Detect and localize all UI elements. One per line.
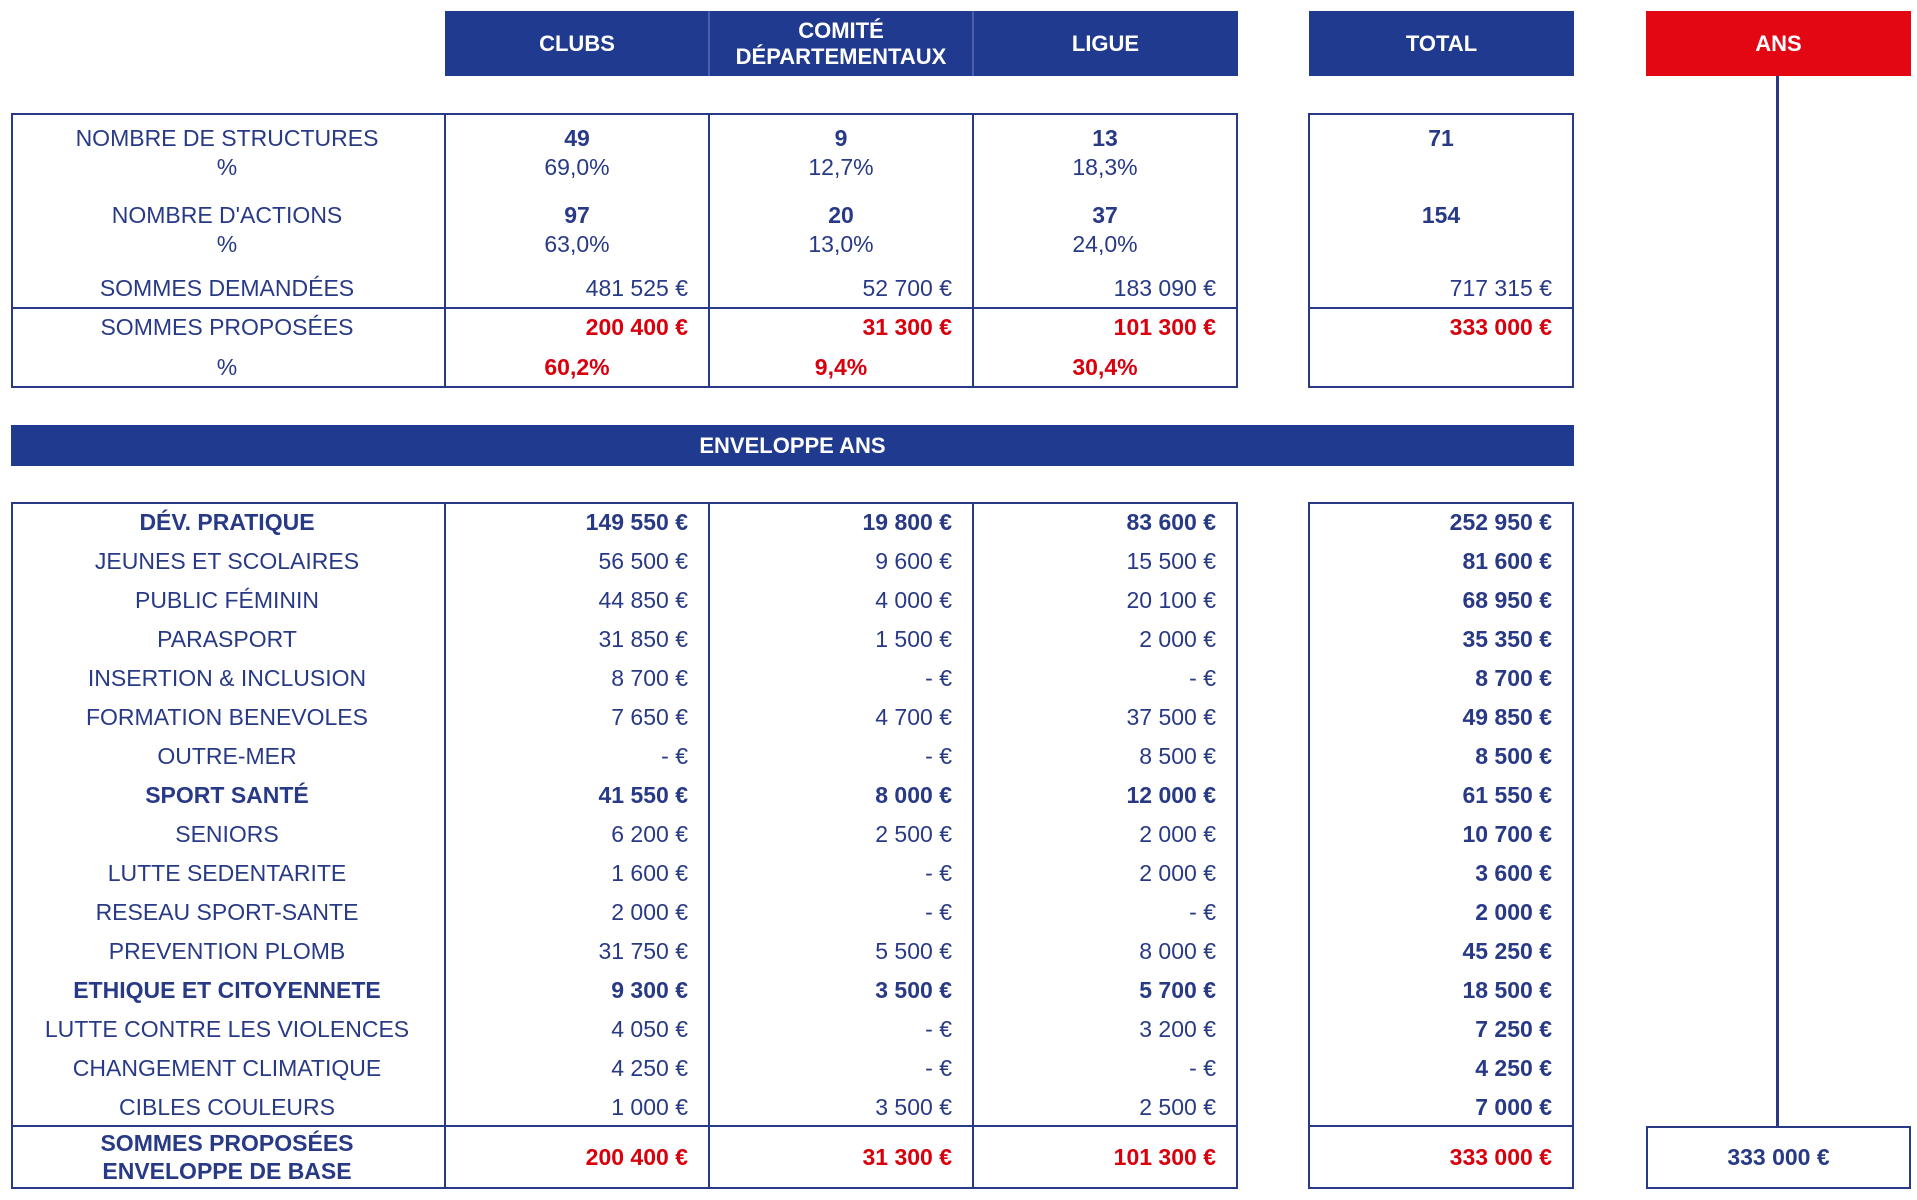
row-total: 49 850 € bbox=[1462, 704, 1552, 730]
row-clubs: 31 850 € bbox=[598, 626, 688, 652]
row-total: 3 600 € bbox=[1475, 860, 1552, 886]
row-label: JEUNES ET SCOLAIRES bbox=[94, 548, 360, 574]
row-comite: - € bbox=[925, 1055, 952, 1081]
enveloppe-banner: ENVELOPPE ANS bbox=[11, 425, 1574, 466]
row-total: 8 700 € bbox=[1475, 665, 1552, 691]
header-comite-line2: DÉPARTEMENTAUX bbox=[735, 43, 947, 69]
row-clubs: 44 850 € bbox=[598, 587, 688, 613]
row-ligue: 2 500 € bbox=[1139, 1094, 1216, 1120]
header-divider bbox=[708, 11, 710, 76]
row-clubs: 8 700 € bbox=[611, 665, 688, 691]
row-total: 10 700 € bbox=[1462, 821, 1552, 847]
row-clubs: 9 300 € bbox=[611, 977, 688, 1003]
summary-total-box bbox=[1308, 113, 1574, 388]
row-clubs: 7 650 € bbox=[611, 704, 688, 730]
label-actions: NOMBRE D'ACTIONS bbox=[111, 202, 343, 228]
col-divider bbox=[708, 113, 710, 388]
col-divider bbox=[444, 113, 446, 388]
row-label: PUBLIC FÉMININ bbox=[134, 587, 320, 613]
row-label: SPORT SANTÉ bbox=[145, 782, 309, 808]
row-comite: 8 000 € bbox=[875, 782, 952, 808]
row-comite: 3 500 € bbox=[875, 977, 952, 1003]
footer-label-line2: ENVELOPPE DE BASE bbox=[102, 1158, 352, 1184]
row-total: 7 000 € bbox=[1475, 1094, 1552, 1120]
header-ans: ANS bbox=[1646, 11, 1911, 76]
row-label: CHANGEMENT CLIMATIQUE bbox=[72, 1055, 382, 1081]
row-label: LUTTE CONTRE LES VIOLENCES bbox=[44, 1016, 410, 1042]
row-comite: 4 700 € bbox=[875, 704, 952, 730]
header-ligue: LIGUE bbox=[973, 11, 1238, 76]
row-divider bbox=[11, 307, 1238, 309]
row-divider bbox=[1308, 307, 1574, 309]
footer-ligue: 101 300 € bbox=[1113, 1144, 1216, 1170]
row-total: 4 250 € bbox=[1475, 1055, 1552, 1081]
row-clubs: 31 750 € bbox=[598, 938, 688, 964]
col-divider bbox=[972, 113, 974, 388]
label-proposees: SOMMES PROPOSÉES bbox=[100, 314, 354, 340]
proposees-pct-clubs: 60,2% bbox=[544, 354, 610, 380]
row-comite: 1 500 € bbox=[875, 626, 952, 652]
row-ligue: 20 100 € bbox=[1126, 587, 1216, 613]
proposees-ligue: 101 300 € bbox=[1113, 314, 1216, 340]
row-comite: - € bbox=[925, 899, 952, 925]
col-divider bbox=[708, 502, 710, 1189]
row-label: PARASPORT bbox=[157, 626, 297, 652]
actions-total: 154 bbox=[1421, 202, 1461, 228]
actions-pct-ligue: 24,0% bbox=[1072, 231, 1138, 257]
row-total: 35 350 € bbox=[1462, 626, 1552, 652]
row-total: 8 500 € bbox=[1475, 743, 1552, 769]
row-ligue: 83 600 € bbox=[1126, 509, 1216, 535]
row-ligue: - € bbox=[1189, 665, 1216, 691]
demandees-ligue: 183 090 € bbox=[1113, 275, 1216, 301]
actions-pct-clubs: 63,0% bbox=[544, 231, 610, 257]
label-actions-pct: % bbox=[216, 231, 238, 257]
row-total: 68 950 € bbox=[1462, 587, 1552, 613]
row-total: 2 000 € bbox=[1475, 899, 1552, 925]
row-clubs: 56 500 € bbox=[598, 548, 688, 574]
header-divider bbox=[972, 11, 974, 76]
col-divider bbox=[972, 502, 974, 1189]
row-ligue: 8 500 € bbox=[1139, 743, 1216, 769]
row-clubs: 1 600 € bbox=[611, 860, 688, 886]
row-ligue: 2 000 € bbox=[1139, 821, 1216, 847]
header-clubs: CLUBS bbox=[445, 11, 709, 76]
row-ligue: 12 000 € bbox=[1126, 782, 1216, 808]
row-comite: - € bbox=[925, 1016, 952, 1042]
row-ligue: 2 000 € bbox=[1139, 860, 1216, 886]
row-divider bbox=[1308, 1125, 1574, 1127]
footer-total: 333 000 € bbox=[1449, 1144, 1552, 1170]
row-comite: 9 600 € bbox=[875, 548, 952, 574]
row-label: PREVENTION PLOMB bbox=[108, 938, 346, 964]
header-total: TOTAL bbox=[1309, 11, 1574, 76]
row-total: 61 550 € bbox=[1462, 782, 1552, 808]
row-comite: - € bbox=[925, 860, 952, 886]
row-comite: - € bbox=[925, 665, 952, 691]
row-label: OUTRE-MER bbox=[157, 743, 297, 769]
row-comite: - € bbox=[925, 743, 952, 769]
row-comite: 19 800 € bbox=[862, 509, 952, 535]
row-ligue: 8 000 € bbox=[1139, 938, 1216, 964]
structures-total: 71 bbox=[1428, 125, 1454, 151]
footer-clubs: 200 400 € bbox=[585, 1144, 688, 1170]
actions-clubs: 97 bbox=[564, 202, 590, 228]
row-ligue: 3 200 € bbox=[1139, 1016, 1216, 1042]
ans-total-box bbox=[1646, 1126, 1911, 1189]
actions-pct-comite: 13,0% bbox=[808, 231, 874, 257]
proposees-total: 333 000 € bbox=[1449, 314, 1552, 340]
actions-comite: 20 bbox=[828, 202, 854, 228]
row-divider bbox=[11, 1125, 1238, 1127]
row-clubs: 2 000 € bbox=[611, 899, 688, 925]
ans-total-value: 333 000 € bbox=[1727, 1144, 1830, 1170]
row-total: 18 500 € bbox=[1462, 977, 1552, 1003]
row-clubs: - € bbox=[661, 743, 688, 769]
row-label: SENIORS bbox=[175, 821, 279, 847]
footer-label-line1: SOMMES PROPOSÉES bbox=[100, 1130, 354, 1156]
structures-clubs: 49 bbox=[564, 125, 590, 151]
row-comite: 2 500 € bbox=[875, 821, 952, 847]
row-label: DÉV. PRATIQUE bbox=[139, 509, 315, 535]
label-demandees: SOMMES DEMANDÉES bbox=[99, 275, 355, 301]
footer-label bbox=[12, 1129, 442, 1185]
actions-ligue: 37 bbox=[1092, 202, 1118, 228]
row-ligue: 2 000 € bbox=[1139, 626, 1216, 652]
proposees-clubs: 200 400 € bbox=[585, 314, 688, 340]
row-ligue: 37 500 € bbox=[1126, 704, 1216, 730]
row-total: 7 250 € bbox=[1475, 1016, 1552, 1042]
row-comite: 4 000 € bbox=[875, 587, 952, 613]
row-clubs: 4 250 € bbox=[611, 1055, 688, 1081]
demandees-total: 717 315 € bbox=[1449, 275, 1552, 301]
row-ligue: - € bbox=[1189, 1055, 1216, 1081]
row-clubs: 41 550 € bbox=[598, 782, 688, 808]
demandees-clubs: 481 525 € bbox=[585, 275, 688, 301]
proposees-pct-comite: 9,4% bbox=[814, 354, 868, 380]
row-label: LUTTE SEDENTARITE bbox=[107, 860, 347, 886]
proposees-comite: 31 300 € bbox=[862, 314, 952, 340]
header-comite-line1: COMITÉ bbox=[798, 17, 884, 43]
structures-pct-comite: 12,7% bbox=[808, 154, 874, 180]
row-label: FORMATION BENEVOLES bbox=[85, 704, 368, 730]
structures-ligue: 13 bbox=[1092, 125, 1118, 151]
row-total: 252 950 € bbox=[1449, 509, 1552, 535]
row-label: ETHIQUE ET CITOYENNETE bbox=[73, 977, 381, 1003]
row-clubs: 149 550 € bbox=[585, 509, 688, 535]
row-label: CIBLES COULEURS bbox=[118, 1094, 335, 1120]
label-structures-pct: % bbox=[216, 154, 238, 180]
row-total: 81 600 € bbox=[1462, 548, 1552, 574]
row-label: RESEAU SPORT-SANTE bbox=[95, 899, 359, 925]
row-comite: 5 500 € bbox=[875, 938, 952, 964]
row-clubs: 4 050 € bbox=[611, 1016, 688, 1042]
col-divider bbox=[444, 502, 446, 1189]
row-total: 45 250 € bbox=[1462, 938, 1552, 964]
footer-comite: 31 300 € bbox=[862, 1144, 952, 1170]
structures-pct-ligue: 18,3% bbox=[1072, 154, 1138, 180]
row-ligue: - € bbox=[1189, 899, 1216, 925]
row-clubs: 1 000 € bbox=[611, 1094, 688, 1120]
label-proposees-pct: % bbox=[216, 354, 238, 380]
demandees-comite: 52 700 € bbox=[862, 275, 952, 301]
label-structures: NOMBRE DE STRUCTURES bbox=[75, 125, 379, 151]
row-clubs: 6 200 € bbox=[611, 821, 688, 847]
ans-connector-line bbox=[1776, 76, 1779, 1126]
header-comite bbox=[709, 11, 973, 76]
row-label: INSERTION & INCLUSION bbox=[87, 665, 367, 691]
row-ligue: 15 500 € bbox=[1126, 548, 1216, 574]
row-comite: 3 500 € bbox=[875, 1094, 952, 1120]
structures-comite: 9 bbox=[834, 125, 848, 151]
proposees-pct-ligue: 30,4% bbox=[1072, 354, 1138, 380]
row-ligue: 5 700 € bbox=[1139, 977, 1216, 1003]
structures-pct-clubs: 69,0% bbox=[544, 154, 610, 180]
